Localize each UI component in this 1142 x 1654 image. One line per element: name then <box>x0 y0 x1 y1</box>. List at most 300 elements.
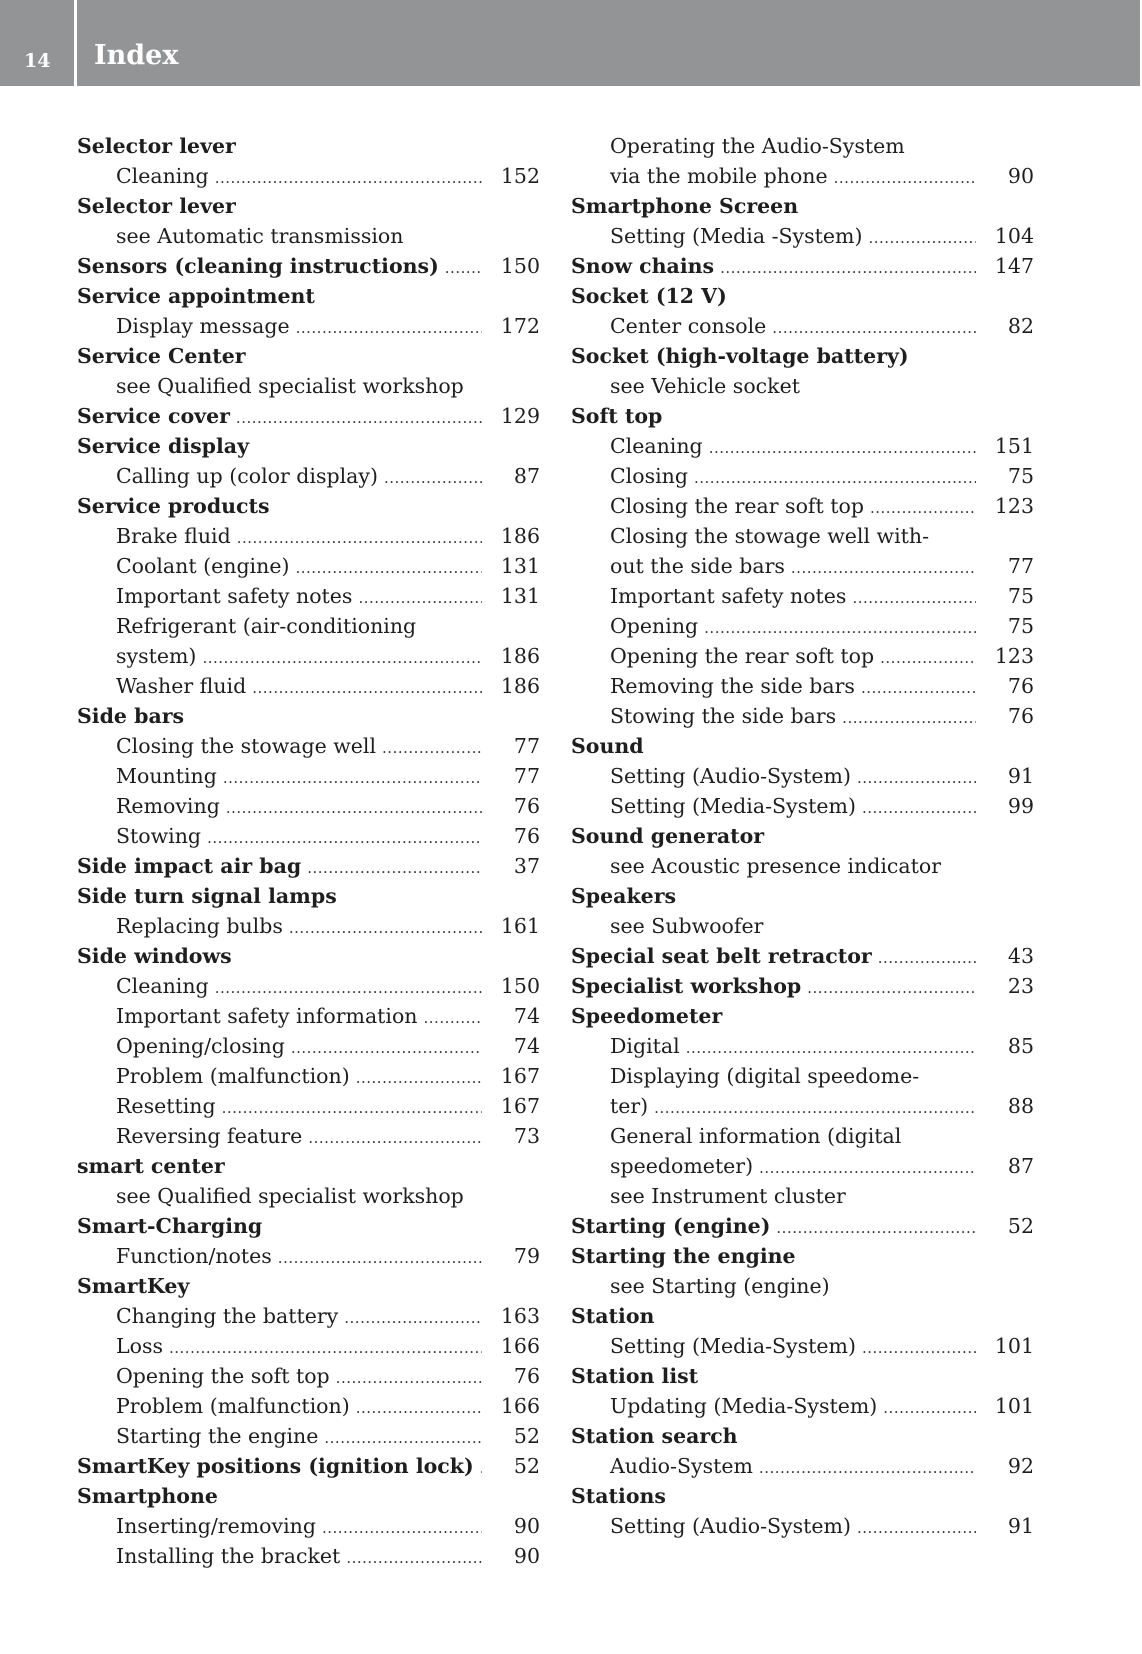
page-reference[interactable]: 76 <box>513 824 540 848</box>
page-reference[interactable]: 74 <box>513 1034 540 1058</box>
header-divider <box>74 0 77 86</box>
index-column-right <box>571 131 1034 1541</box>
index-subentry[interactable] <box>571 1331 1034 1361</box>
entry-text: Replacing bulbs <box>116 914 283 938</box>
index-subentry[interactable] <box>571 791 1034 821</box>
page-reference[interactable]: 92 <box>1007 1454 1034 1478</box>
entry-text: smart center <box>77 1154 225 1178</box>
entry-text: Stations <box>571 1484 666 1508</box>
dot-leader <box>852 581 976 613</box>
entry-text: see Automatic transmission <box>116 224 404 248</box>
page-reference[interactable]: 186 <box>500 524 540 548</box>
page-reference[interactable]: 52 <box>513 1424 540 1448</box>
entry-text: Side turn signal lamps <box>77 884 337 908</box>
entry-text: Brake fluid <box>116 524 231 548</box>
index-heading <box>571 191 1034 221</box>
page-reference[interactable]: 76 <box>513 1364 540 1388</box>
entry-text: Station search <box>571 1424 738 1448</box>
entry-text: Refrigerant (air-conditioning <box>116 614 417 638</box>
entry-text: Speakers <box>571 884 677 908</box>
page-reference[interactable]: 152 <box>500 164 540 188</box>
entry-text: Changing the battery <box>116 1304 339 1328</box>
index-subentry[interactable] <box>571 1451 1034 1481</box>
page-reference[interactable]: 76 <box>513 794 540 818</box>
dot-leader <box>480 1451 482 1483</box>
entry-text: Opening the soft top <box>116 1364 330 1388</box>
index-subentry[interactable] <box>77 1541 540 1571</box>
index-subentry[interactable] <box>77 1511 540 1541</box>
dot-leader <box>834 161 976 193</box>
entry-text: Starting the engine <box>116 1424 319 1448</box>
dot-leader <box>356 1391 482 1423</box>
page-reference[interactable]: 104 <box>994 224 1034 248</box>
dot-leader <box>215 971 482 1003</box>
entry-text: via the mobile phone <box>610 164 828 188</box>
page-reference[interactable]: 23 <box>1007 974 1034 998</box>
entry-text: Soft top <box>571 404 663 428</box>
entry-text: Cleaning <box>116 974 209 998</box>
page-reference[interactable]: 161 <box>500 914 540 938</box>
dot-leader <box>308 1121 482 1153</box>
dot-leader <box>336 1361 482 1393</box>
index-subentry[interactable] <box>571 431 1034 461</box>
index-subentry <box>571 1121 1034 1151</box>
entry-text: Display message <box>116 314 290 338</box>
index-heading <box>77 431 540 461</box>
entry-text: Opening the rear soft top <box>610 644 875 668</box>
dot-leader <box>237 521 482 553</box>
index-subentry[interactable] <box>77 1331 540 1361</box>
entry-text: Closing the rear soft top <box>610 494 864 518</box>
entry-text: Problem (malfunction) <box>116 1394 350 1418</box>
page-reference[interactable]: 186 <box>500 674 540 698</box>
entry-text: SmartKey <box>77 1274 190 1298</box>
index-heading <box>571 1001 1034 1031</box>
index-subentry[interactable] <box>571 1511 1034 1541</box>
entry-text: Center console <box>610 314 767 338</box>
entry-text: Coolant (engine) <box>116 554 290 578</box>
entry-text: Special seat belt retractor <box>571 944 872 968</box>
index-subentry <box>77 371 540 401</box>
entry-text: Smartphone <box>77 1484 218 1508</box>
entry-text: Specialist workshop <box>571 974 802 998</box>
page-reference[interactable]: 82 <box>1007 314 1034 338</box>
entry-text: system) <box>116 644 197 668</box>
page-reference[interactable]: 52 <box>1007 1214 1034 1238</box>
index-subentry[interactable] <box>77 911 540 941</box>
index-subentry[interactable] <box>571 311 1034 341</box>
index-subentry[interactable] <box>77 1091 540 1121</box>
dot-leader <box>842 701 976 733</box>
dot-leader <box>295 551 482 583</box>
dot-leader <box>857 761 976 793</box>
dot-leader <box>759 1151 976 1183</box>
entry-text: Reversing feature <box>116 1124 303 1148</box>
index-heading[interactable] <box>571 941 1034 971</box>
page-reference[interactable]: 166 <box>500 1394 540 1418</box>
index-subentry[interactable] <box>77 761 540 791</box>
page-reference[interactable]: 131 <box>500 584 540 608</box>
page-reference[interactable]: 87 <box>1007 1154 1034 1178</box>
dot-leader <box>289 911 482 943</box>
page-reference[interactable]: 172 <box>500 314 540 338</box>
index-subentry[interactable] <box>77 641 540 671</box>
index-heading[interactable] <box>571 1211 1034 1241</box>
index-subentry[interactable] <box>571 611 1034 641</box>
entry-text: Side impact air bag <box>77 854 302 878</box>
dot-leader <box>356 1061 482 1093</box>
entry-text: Selector lever <box>77 134 236 158</box>
index-subentry <box>571 1061 1034 1091</box>
index-subentry[interactable] <box>77 821 540 851</box>
page-reference[interactable]: 88 <box>1007 1094 1034 1118</box>
dot-leader <box>720 251 976 283</box>
entry-text: Service Center <box>77 344 246 368</box>
dot-leader <box>222 1091 482 1123</box>
page-reference[interactable]: 76 <box>1007 674 1034 698</box>
index-subentry[interactable] <box>77 671 540 701</box>
page-reference[interactable]: 91 <box>1007 764 1034 788</box>
entry-text: Opening/closing <box>116 1034 285 1058</box>
dot-leader <box>344 1301 482 1333</box>
index-subentry <box>77 611 540 641</box>
index-heading <box>571 401 1034 431</box>
index-heading <box>77 701 540 731</box>
index-subentry[interactable] <box>571 1091 1034 1121</box>
entry-text: Important safety notes <box>116 584 353 608</box>
page-reference[interactable]: 77 <box>1007 554 1034 578</box>
index-heading <box>571 1241 1034 1271</box>
index-heading <box>77 1211 540 1241</box>
entry-text: Sound <box>571 734 644 758</box>
page-reference[interactable]: 150 <box>500 974 540 998</box>
entry-text: Setting (Media-System) <box>610 1334 856 1358</box>
page-reference[interactable]: 99 <box>1007 794 1034 818</box>
page-reference[interactable]: 129 <box>500 404 540 428</box>
page-reference[interactable]: 43 <box>1007 944 1034 968</box>
entry-text: Closing the stowage well with- <box>610 524 930 548</box>
page-reference[interactable]: 147 <box>994 254 1034 278</box>
page-reference[interactable]: 75 <box>1007 464 1034 488</box>
dot-leader <box>862 1331 976 1363</box>
index-subentry[interactable] <box>571 551 1034 581</box>
entry-text: Updating (Media-System) <box>610 1394 878 1418</box>
entry-text: Sound generator <box>571 824 765 848</box>
entry-text: Setting (Media-System) <box>610 794 856 818</box>
index-subentry[interactable] <box>77 311 540 341</box>
entry-text: Resetting <box>116 1094 216 1118</box>
index-subentry[interactable] <box>571 641 1034 671</box>
index-subentry[interactable] <box>77 1241 540 1271</box>
page-reference[interactable]: 73 <box>513 1124 540 1148</box>
dot-leader <box>868 221 976 253</box>
entry-text: see Starting (engine) <box>610 1274 830 1298</box>
dot-leader <box>322 1511 482 1543</box>
page-reference[interactable]: 167 <box>500 1064 540 1088</box>
dot-leader <box>278 1241 482 1273</box>
dot-leader <box>686 1031 976 1063</box>
index-subentry[interactable] <box>77 1121 540 1151</box>
entry-text: Station list <box>571 1364 699 1388</box>
dot-leader <box>878 941 976 973</box>
index-subentry[interactable] <box>77 521 540 551</box>
index-subentry[interactable] <box>571 1391 1034 1421</box>
entry-text: Closing <box>610 464 688 488</box>
entry-text: Sensors (cleaning instructions) <box>77 254 439 278</box>
entry-text: ter) <box>610 1094 649 1118</box>
entry-text: Installing the bracket <box>116 1544 341 1568</box>
dot-leader <box>776 1211 976 1243</box>
page-reference[interactable]: 90 <box>513 1514 540 1538</box>
index-subentry <box>571 1271 1034 1301</box>
index-heading <box>77 1151 540 1181</box>
entry-text: Important safety notes <box>610 584 847 608</box>
index-subentry[interactable] <box>77 1061 540 1091</box>
entry-text: Selector lever <box>77 194 236 218</box>
page-reference[interactable]: 186 <box>500 644 540 668</box>
page-reference[interactable]: 166 <box>500 1334 540 1358</box>
entry-text: Snow chains <box>571 254 715 278</box>
dot-leader <box>226 791 482 823</box>
index-subentry[interactable] <box>77 1421 540 1451</box>
index-heading <box>77 341 540 371</box>
index-heading[interactable] <box>571 251 1034 281</box>
page-reference[interactable]: 90 <box>513 1544 540 1568</box>
entry-text: Side bars <box>77 704 185 728</box>
entry-text: Service appointment <box>77 284 315 308</box>
dot-leader <box>169 1331 482 1363</box>
dot-leader <box>207 821 482 853</box>
entry-text: Service cover <box>77 404 230 428</box>
dot-leader <box>236 401 482 433</box>
index-heading <box>571 1301 1034 1331</box>
page-reference[interactable]: 123 <box>994 644 1034 668</box>
page-header <box>0 0 1140 86</box>
entry-text: speedometer) <box>610 1154 754 1178</box>
page-reference[interactable]: 37 <box>513 854 540 878</box>
entry-text: see Instrument cluster <box>610 1184 846 1208</box>
index-subentry <box>77 1181 540 1211</box>
dot-leader <box>424 1001 482 1033</box>
index-subentry[interactable] <box>571 461 1034 491</box>
page-reference[interactable]: 77 <box>513 764 540 788</box>
entry-text: Closing the stowage well <box>116 734 377 758</box>
index-subentry <box>77 221 540 251</box>
dot-leader <box>358 581 482 613</box>
index-heading <box>571 731 1034 761</box>
entry-text: Speedometer <box>571 1004 723 1028</box>
dot-leader <box>382 731 482 763</box>
index-heading[interactable] <box>77 851 540 881</box>
dot-leader <box>861 671 976 703</box>
dot-leader <box>704 611 976 643</box>
index-subentry[interactable] <box>77 1361 540 1391</box>
dot-leader <box>807 971 976 1003</box>
dot-leader <box>346 1541 482 1573</box>
index-subentry[interactable] <box>571 1151 1034 1181</box>
dot-leader <box>296 311 482 343</box>
entry-text: Problem (malfunction) <box>116 1064 350 1088</box>
page-reference[interactable]: 150 <box>500 254 540 278</box>
dot-leader <box>883 1391 976 1423</box>
entry-text: Stowing <box>116 824 202 848</box>
dot-leader <box>709 431 976 463</box>
index-heading <box>571 1361 1034 1391</box>
dot-leader <box>291 1031 482 1063</box>
entry-text: see Acoustic presence indicator <box>610 854 942 878</box>
index-subentry[interactable] <box>77 1001 540 1031</box>
dot-leader <box>223 761 482 793</box>
entry-text: Important safety information <box>116 1004 418 1028</box>
index-subentry[interactable] <box>77 1391 540 1421</box>
section-title: Index <box>94 40 179 71</box>
entry-text: Opening <box>610 614 699 638</box>
entry-text: Service products <box>77 494 270 518</box>
entry-text: see Vehicle socket <box>610 374 800 398</box>
entry-text: Starting the engine <box>571 1244 796 1268</box>
page-reference[interactable]: 74 <box>513 1004 540 1028</box>
index-subentry[interactable] <box>77 971 540 1001</box>
index-subentry <box>571 521 1034 551</box>
entry-text: General information (digital <box>610 1124 902 1148</box>
index-subentry <box>571 851 1034 881</box>
dot-leader <box>215 161 482 193</box>
index-subentry <box>571 911 1034 941</box>
page-number: 14 <box>24 50 51 72</box>
dot-leader <box>252 671 482 703</box>
index-heading[interactable] <box>77 251 540 281</box>
page-reference[interactable]: 87 <box>513 464 540 488</box>
entry-text: Cleaning <box>610 434 703 458</box>
page-reference[interactable]: 101 <box>994 1334 1034 1358</box>
dot-leader <box>445 251 482 283</box>
entry-text: see Qualified specialist workshop <box>116 374 464 398</box>
index-subentry <box>571 131 1034 161</box>
page-reference[interactable]: 79 <box>513 1244 540 1268</box>
dot-leader <box>857 1511 976 1543</box>
index-subentry <box>571 1181 1034 1211</box>
page-reference[interactable]: 91 <box>1007 1514 1034 1538</box>
entry-text: Loss <box>116 1334 163 1358</box>
page-reference[interactable]: 101 <box>994 1394 1034 1418</box>
index-subentry[interactable] <box>77 731 540 761</box>
page-reference[interactable]: 76 <box>1007 704 1034 728</box>
entry-text: Function/notes <box>116 1244 272 1268</box>
entry-text: see Subwoofer <box>610 914 764 938</box>
page-reference[interactable]: 85 <box>1007 1034 1034 1058</box>
dot-leader <box>384 461 482 493</box>
index-subentry[interactable] <box>571 701 1034 731</box>
index-heading <box>77 191 540 221</box>
entry-text: Displaying (digital speedome- <box>610 1064 920 1088</box>
index-heading <box>77 1271 540 1301</box>
page-reference[interactable]: 151 <box>994 434 1034 458</box>
index-heading <box>571 1421 1034 1451</box>
entry-text: Stowing the side bars <box>610 704 837 728</box>
entry-text: Calling up (color display) <box>116 464 378 488</box>
index-heading[interactable] <box>77 1451 540 1481</box>
entry-text: Mounting <box>116 764 217 788</box>
entry-text: Socket (12 V) <box>571 284 727 308</box>
page-reference[interactable]: 52 <box>513 1454 540 1478</box>
index-subentry[interactable] <box>77 581 540 611</box>
dot-leader <box>791 551 976 583</box>
entry-text: Setting (Audio-System) <box>610 764 851 788</box>
dot-leader <box>880 641 976 673</box>
entry-text: Starting (engine) <box>571 1214 771 1238</box>
entry-text: see Qualified specialist workshop <box>116 1184 464 1208</box>
index-heading <box>77 491 540 521</box>
entry-text: Side windows <box>77 944 232 968</box>
entry-text: out the side bars <box>610 554 785 578</box>
dot-leader <box>694 461 976 493</box>
index-subentry[interactable] <box>77 1301 540 1331</box>
entry-text: Cleaning <box>116 164 209 188</box>
index-subentry[interactable] <box>571 221 1034 251</box>
index-heading <box>77 131 540 161</box>
index-subentry[interactable] <box>571 491 1034 521</box>
index-subentry[interactable] <box>571 671 1034 701</box>
index-subentry[interactable] <box>77 461 540 491</box>
page-reference[interactable]: 77 <box>513 734 540 758</box>
dot-leader <box>759 1451 976 1483</box>
index-subentry[interactable] <box>77 791 540 821</box>
index-subentry[interactable] <box>571 761 1034 791</box>
dot-leader <box>772 311 976 343</box>
entry-text: Smartphone Screen <box>571 194 799 218</box>
index-heading <box>571 821 1034 851</box>
entry-text: Station <box>571 1304 655 1328</box>
index-column-left <box>77 131 540 1571</box>
dot-leader <box>324 1421 482 1453</box>
page-reference[interactable]: 75 <box>1007 614 1034 638</box>
index-subentry[interactable] <box>77 551 540 581</box>
dot-leader <box>654 1091 976 1123</box>
entry-text: Service display <box>77 434 249 458</box>
dot-leader <box>307 851 482 883</box>
index-heading <box>77 281 540 311</box>
page-reference[interactable]: 163 <box>500 1304 540 1328</box>
index-heading[interactable] <box>77 401 540 431</box>
page-reference[interactable]: 123 <box>994 494 1034 518</box>
index-subentry[interactable] <box>571 1031 1034 1061</box>
index-subentry[interactable] <box>571 161 1034 191</box>
entry-text: Removing the side bars <box>610 674 855 698</box>
entry-text: Washer fluid <box>116 674 247 698</box>
entry-text: Audio-System <box>610 1454 753 1478</box>
page-reference[interactable]: 75 <box>1007 584 1034 608</box>
page-reference[interactable]: 131 <box>500 554 540 578</box>
index-subentry[interactable] <box>77 161 540 191</box>
entry-text: Removing <box>116 794 220 818</box>
index-heading <box>77 941 540 971</box>
index-heading <box>571 1481 1034 1511</box>
index-subentry[interactable] <box>571 581 1034 611</box>
entry-text: Inserting/removing <box>116 1514 316 1538</box>
dot-leader <box>870 491 976 523</box>
index-subentry[interactable] <box>77 1031 540 1061</box>
index-heading <box>571 281 1034 311</box>
index-heading <box>77 1481 540 1511</box>
entry-text: Digital <box>610 1034 680 1058</box>
entry-text: Smart-Charging <box>77 1214 263 1238</box>
page-reference[interactable]: 90 <box>1007 164 1034 188</box>
index-heading[interactable] <box>571 971 1034 1001</box>
entry-text: Setting (Audio-System) <box>610 1514 851 1538</box>
page-reference[interactable]: 167 <box>500 1094 540 1118</box>
dot-leader <box>202 641 482 673</box>
index-heading <box>571 881 1034 911</box>
